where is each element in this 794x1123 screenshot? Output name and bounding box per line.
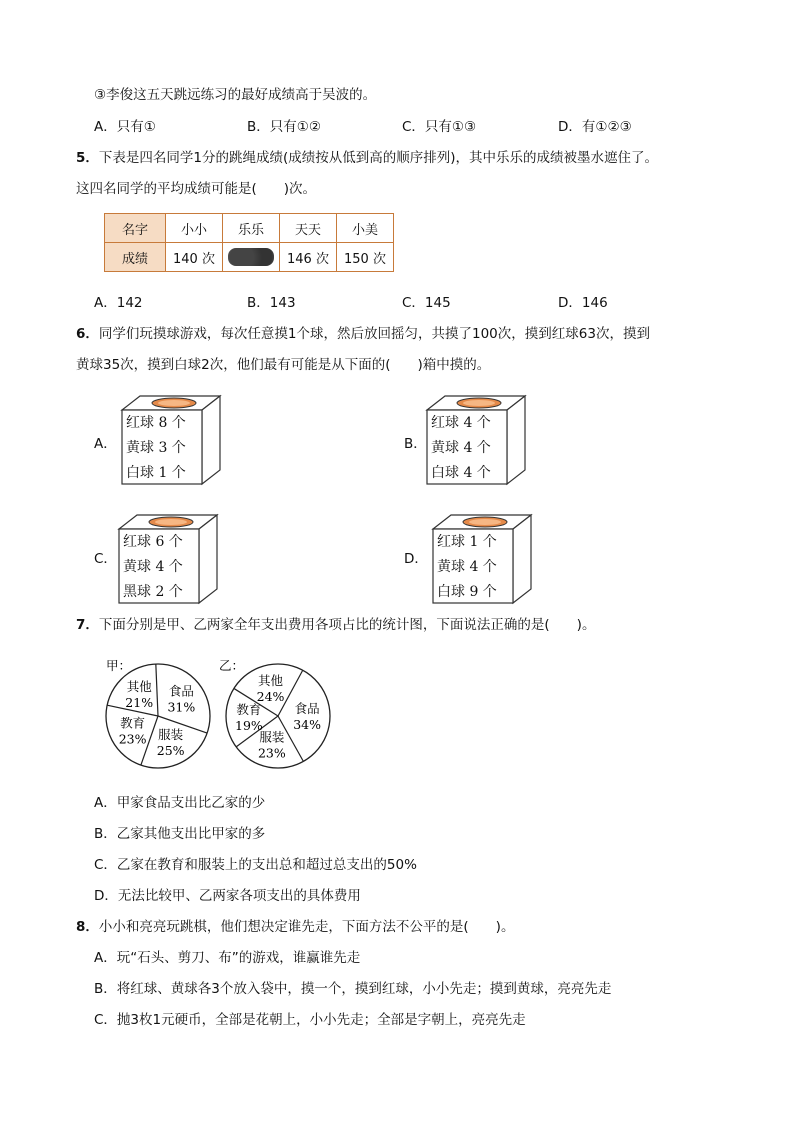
q7-text: 下面分别是甲、乙两家全年支出费用各项占比的统计图，下面说法正确的是( )。 xyxy=(98,617,596,633)
q4-option-b: B．只有①② xyxy=(247,119,321,135)
q7-number: 7． xyxy=(76,617,99,633)
pie-slice-value: 23% xyxy=(257,745,286,761)
q6-box-d-label: D． xyxy=(404,551,428,567)
q6-text-line1: 同学们玩摸球游戏，每次任意摸1个球，然后放回摇匀，共摸了100次，摸到红球63次，摸到 xyxy=(98,326,650,342)
q6-box-a-label: A． xyxy=(94,436,117,452)
box-line: 红球 6 个 xyxy=(123,534,183,550)
q5-text-line1: 下表是四名同学1分的跳绳成绩(成绩按从低到高的顺序排列)，其中乐乐的成绩被墨水遮住了。 xyxy=(98,150,659,166)
pie-slice-category: 食品 xyxy=(168,683,194,699)
q6-box-b-label: B． xyxy=(404,436,427,452)
table-row xyxy=(105,214,394,243)
q7-option-c: C．乙家在教育和服装上的支出总和超过总支出的50% xyxy=(94,857,417,873)
pie-slice-category: 食品 xyxy=(294,700,320,716)
table-row xyxy=(105,243,394,272)
pie-slice-value: 23% xyxy=(118,731,147,747)
pie-slice-value: 34% xyxy=(293,716,322,732)
q8-option-a: A．玩“石头、剪刀、布”的游戏，谁赢谁先走 xyxy=(94,950,361,966)
pie-slice-value: 31% xyxy=(167,699,196,715)
q6-box-d xyxy=(431,513,533,609)
pie-slice-category: 服装 xyxy=(158,727,184,743)
q5-option-b: B．143 xyxy=(247,295,296,311)
table-header-cell: 天天 xyxy=(280,214,337,243)
q6-question xyxy=(76,322,650,342)
q4-option-d: D．有①②③ xyxy=(558,119,632,135)
q8-option-c: C．抛3枚1元硬币，全部是花朝上，小小先走；全部是字朝上，亮亮先走 xyxy=(94,1012,526,1028)
pie-slice-category: 教育 xyxy=(120,715,146,731)
table-cell: 146 次 xyxy=(280,243,337,272)
pie-title: 乙： xyxy=(219,658,245,673)
q7-option-b: B．乙家其他支出比甲家的多 xyxy=(94,826,266,842)
q5-question xyxy=(76,146,658,166)
q7-question xyxy=(76,613,595,633)
pie-slice-category: 其他 xyxy=(258,672,284,688)
q8-text: 小小和亮亮玩跳棋，他们想决定谁先走，下面方法不公平的是( )。 xyxy=(98,919,515,935)
q4-option-a: A．只有① xyxy=(94,119,156,135)
box-line: 黄球 4 个 xyxy=(431,440,491,456)
q4-statement-3: ③李俊这五天跳远练习的最好成绩高于吴波的。 xyxy=(94,87,377,103)
table-header-cell: 名字 xyxy=(105,214,166,243)
table-header-cell: 乐乐 xyxy=(223,214,280,243)
pie-slice-value: 19% xyxy=(235,718,263,734)
box-line: 黄球 4 个 xyxy=(437,559,497,575)
pie-slice-category: 其他 xyxy=(126,678,152,694)
q5-option-a: A．142 xyxy=(94,295,143,311)
pie-slice-value: 21% xyxy=(125,694,154,710)
pie-slice-value: 24% xyxy=(256,688,285,704)
q7-option-a: A．甲家食品支出比乙家的少 xyxy=(94,795,266,811)
q8-number: 8． xyxy=(76,919,99,935)
q6-number: 6． xyxy=(76,326,99,342)
table-cell: 150 次 xyxy=(337,243,394,272)
ink-blot-cell xyxy=(223,243,280,272)
box-line: 白球 1 个 xyxy=(126,465,186,481)
table-row-label: 成绩 xyxy=(105,243,166,272)
pie-title: 甲： xyxy=(106,658,132,673)
pie-slice-category: 服装 xyxy=(259,729,285,745)
box-line: 黑球 2 个 xyxy=(123,584,183,600)
q5-score-table xyxy=(104,213,394,272)
box-line: 黄球 3 个 xyxy=(126,440,186,456)
box-line: 红球 1 个 xyxy=(437,534,497,550)
table-header-cell: 小小 xyxy=(166,214,223,243)
q6-box-a xyxy=(120,394,222,490)
q6-box-b xyxy=(425,394,527,490)
box-line: 红球 8 个 xyxy=(126,415,186,431)
q6-box-c-label: C． xyxy=(94,551,117,567)
q5-option-c: C．145 xyxy=(402,295,451,311)
q8-question xyxy=(76,915,514,935)
q7-option-d: D．无法比较甲、乙两家各项支出的具体费用 xyxy=(94,888,361,904)
table-cell: 140 次 xyxy=(166,243,223,272)
box-line: 红球 4 个 xyxy=(431,415,491,431)
box-line: 白球 9 个 xyxy=(437,584,497,600)
pie-slice-value: 25% xyxy=(156,743,185,759)
ink-blot-icon xyxy=(228,248,274,266)
q4-option-c: C．只有①③ xyxy=(402,119,477,135)
box-line: 黄球 4 个 xyxy=(123,559,183,575)
box-line: 白球 4 个 xyxy=(431,465,491,481)
q6-text-line2: 黄球35次，摸到白球2次，他们最有可能是从下面的( )箱中摸的。 xyxy=(76,357,491,373)
q5-text-line2: 这四名同学的平均成绩可能是( )次。 xyxy=(76,181,317,197)
pie-charts xyxy=(100,652,350,774)
q8-option-b: B．将红球、黄球各3个放入袋中，摸一个，摸到红球，小小先走；摸到黄球，亮亮先走 xyxy=(94,981,612,997)
q5-number: 5． xyxy=(76,150,99,166)
table-header-cell: 小美 xyxy=(337,214,394,243)
q6-box-c xyxy=(117,513,219,609)
q5-option-d: D．146 xyxy=(558,295,608,311)
pie-slice-category: 教育 xyxy=(236,702,262,718)
